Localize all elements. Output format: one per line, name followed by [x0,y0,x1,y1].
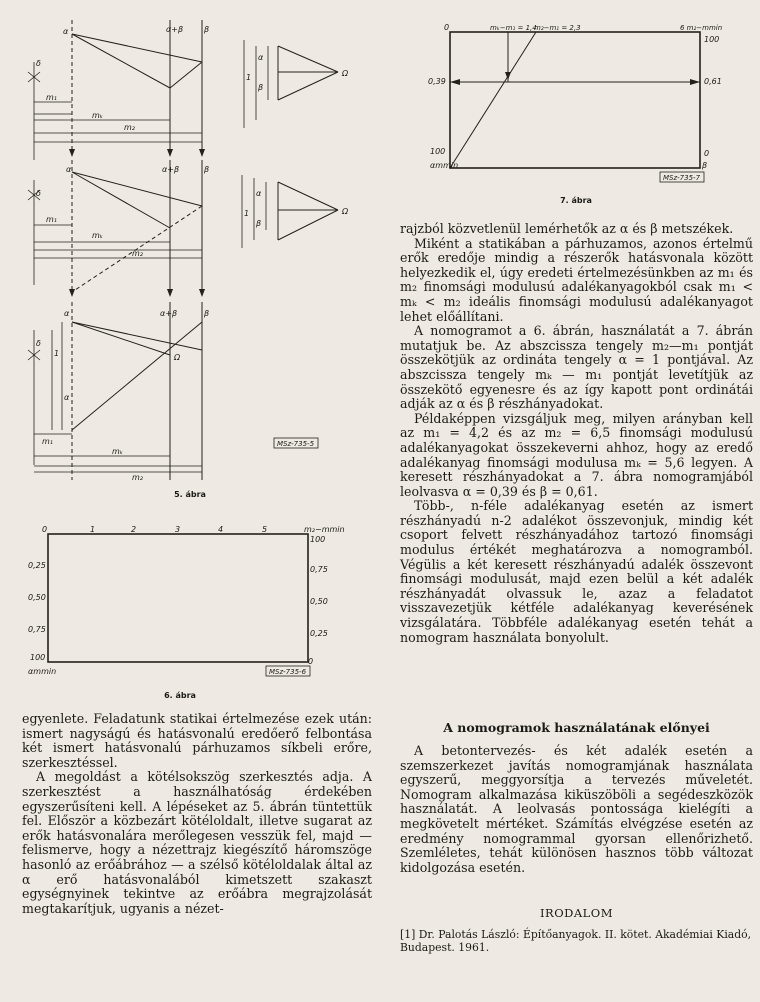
label-m1: m₁ [42,437,53,446]
tick-right-0: 0 [704,149,710,158]
label-m1: m₁ [46,93,57,102]
ray-line [278,46,338,72]
axis-label-beta: β [702,161,708,170]
label-m2-m1: m₂−m₁ = 2,3 [534,24,581,32]
tick-top-0: 0 [444,23,450,32]
reference-item: [1] Dr. Palotás László: Építőanyagok. II. kötet. Akadémiai Kiadó, Budapest. 1961. [400,928,752,954]
figure-7-drawing [428,22,723,192]
string-line [72,322,202,430]
value-beta: 0,61 [704,77,722,86]
label-delta: δ [36,59,41,68]
label-alpha: α [64,309,70,318]
label-alpha: α [64,393,70,402]
paragraph: egyenlete. Feladatunk statikai értelmezése ezek után: ismert nagyságú és hatásvonalú eredőerő felbontása két ismert hatásvonalú párhuzamos síkbeli erőre, szerkesztéssel. [22,711,372,770]
tick-left-100: 100 [30,653,46,662]
label-one: 1 [246,73,252,82]
string-line [72,172,202,206]
nomogram-frame [450,32,700,168]
figure-5-caption: 5. ábra [174,490,206,499]
left-column [22,712,372,916]
tick-left-050: 0,50 [28,593,46,602]
label-beta: β [204,165,210,174]
label-alpha-beta: α+β [162,165,180,174]
tick-top-1: 1 [90,525,96,534]
figure-6-caption: 6. ábra [164,691,196,700]
right-column [400,222,753,645]
paragraph: A betontervezés- és két adalék esetén a szemszerkezet javítás nomogramjának használata egyszerű, meggyorsítja a tervezés műveletét. Nomogram alkalmazása kiküszöböli a segédeszközök használatát. A leolvasás pontossága kielégíti a megkövetelt mértéket. Számítás elvégzése esetén az eredmény nomogrammal gyorsan ellenőrizhető. Szemléletes, tehát különösen hasznos több változat kidolgozása esetén. [400,743,753,875]
label-alpha: α [63,27,69,36]
tick-top-2: 2 [131,525,137,534]
label-alpha: α [66,165,72,174]
label-one: 1 [244,209,250,218]
string-line [72,172,170,228]
connecting-line [450,32,536,168]
tick-top-0: 0 [42,525,48,534]
label-alpha: α [258,53,264,62]
label-mk: mₖ [112,447,124,456]
ray-line [278,72,338,100]
tick-top-6-label: m₂−mmin [304,525,345,534]
tick-right-050: 0,50 [310,597,328,606]
tick-left-075: 0,75 [28,625,46,634]
section-body [400,744,753,875]
label-m1: m₁ [46,215,57,224]
string-line [72,322,170,355]
paragraph: rajzból közvetlenül lemérhetők az α és β metszékek. [400,221,734,236]
tick-top-3: 3 [175,525,181,534]
label-omega: Ω [342,207,349,216]
tick-left-025: 0,25 [28,561,46,570]
string-line [170,62,202,88]
paragraph: A megoldást a kötélsokszög szerkesztés adja. A szerkesztést a használhatóság érdekében egyszerűsíteni kell. A lépéseket az 5. ábrán tüntettük fel. Először a közbezárt kötéloldalt, illetve sugarat az erők hatásvonalára merőlegesen vesszük fel, majd — felismerve, hogy a nézettrajz kiegészítő háromszöge hasonló az erőábrához — a szélső kötéloldalak által az α erő hatásvonalából kimetszett szakaszt egységnyinek tekintve az erőábra megrajzolását megtakarítjuk, ugyanis a nézet- [22,769,372,916]
nomogram-frame [48,534,308,662]
axis-label-alpha: αmmin [430,161,459,170]
axis-label-alpha: αmmin [28,667,57,676]
figure-7 [428,22,723,192]
string-line [72,34,170,88]
tick-right-025: 0,25 [310,629,328,638]
label-delta: δ [36,339,41,348]
label-mk-m1: mₖ−m₁ = 1,4 [490,24,537,32]
figure-7-caption: 7. ábra [560,196,592,205]
label-beta: β [204,25,210,34]
figure-6-drawing [28,520,368,680]
figure-code: MSz-735-5 [277,440,315,448]
paragraph: A nomogramot a 6. ábrán, használatát a 7. ábrán mutatjuk be. Az abszcissza tengely m₂—m₁ pontját összekötjük az ordináta tengely α = 1 pontjával. Az abszcissza tengely mₖ — m₁ pontját levetítjük az összekötő egyenesre és az így kapott pont ordinátái adják az α és β részhányadokat. [400,323,753,412]
label-delta: δ [36,189,41,198]
figure-code: MSz-735-6 [269,668,307,676]
paragraph: Több-, n-féle adalékanyag esetén az ismert részhányadú n-2 adalékot összevonjuk, mindig két csoport felvett részhányadához tartozó finomsági modulus értékét meghatározva a nomogramból. Végülis a két keresett részhányadú adalék összevont finomsági modulusát, majd ezen belül a két adalék részhányadát olvassuk le, azaz a feladatot visszavezetjük kétféle adalékanyag keverésének vizsgálatára. Többféle adalékanyag esetén tehát a nomogram használata bonyolult. [400,498,753,645]
figure-5 [22,10,362,500]
label-beta: β [256,219,262,228]
string-line [72,322,202,350]
tick-right-100: 100 [310,535,326,544]
tick-left-100: 100 [430,147,446,156]
label-beta: β [258,83,264,92]
label-omega: Ω [342,69,349,78]
tick-top-5: 5 [262,525,268,534]
label-alpha-beta: α+β [160,309,178,318]
label-beta: β [204,309,210,318]
section-heading: A nomogramok használatának előnyei [443,720,710,735]
label-one: 1 [54,349,60,358]
label-alpha: α [256,189,262,198]
ray-line [278,210,338,240]
tick-right-100: 100 [704,35,720,44]
tick-right-075: 0,75 [310,565,328,574]
label-mk: mₖ [92,111,104,120]
label-mk: mₖ [92,231,104,240]
figure-5-drawing [22,10,362,500]
value-alpha: 0,39 [428,77,446,86]
paragraph: Példaképpen vizsgáljuk meg, milyen arányban kell az m₁ = 4,2 és az m₂ = 6,5 finomsági modulusú adalékanyagokat összekeverni ahhoz, hogy az eredő adalékanyag finomsági modulusa mₖ = 5,6 legyen. A keresett részhányadokat a 7. ábra nomogramjából leolvasva α = 0,39 és β = 0,61. [400,410,753,499]
label-alpha-beta: α+β [166,25,184,34]
tick-top-4: 4 [218,525,224,534]
figure-6 [28,520,368,680]
tick-right-0: 0 [308,657,314,666]
label-m2: m₂ [132,473,143,482]
references-heading: IRODALOM [540,906,613,920]
ray-line [278,182,338,210]
string-line [72,34,202,62]
tick-top-6-label: 6 m₂−mmin [680,24,723,32]
figure-code: MSz-735-7 [663,174,701,182]
label-omega: Ω [174,353,181,362]
label-m2: m₂ [124,123,135,132]
label-m2: m₂ [132,249,143,258]
paragraph: Miként a statikában a párhuzamos, azonos értelmű erők eredője mindig a részerők hatásvonala között helyezkedik el, úgy eredeti értelmezésünkben az m₁ és m₂ finomsági modulusú adalékanyagokból csak m₁ < mₖ < m₂ ideális finomsági modulusú adalékanyagot lehet előállítani. [400,235,753,324]
